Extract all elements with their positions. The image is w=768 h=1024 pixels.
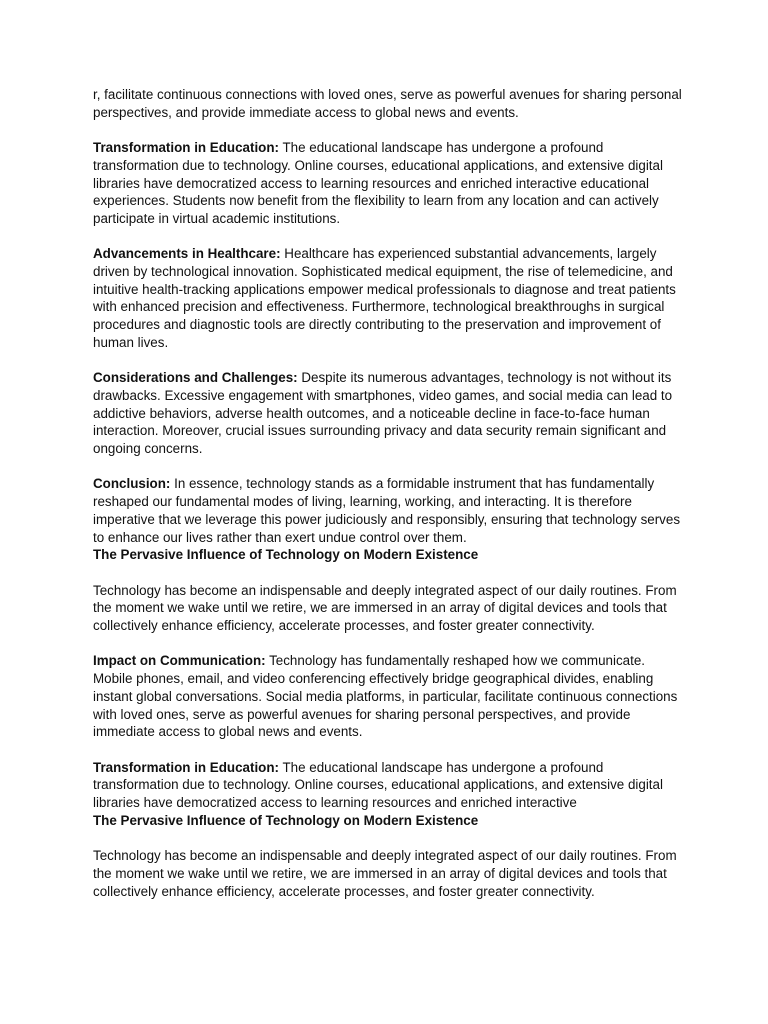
paragraph-education [93,139,685,228]
document-page [93,86,685,900]
paragraph-conclusion [93,475,685,546]
paragraph-text: Healthcare has experienced substantial advancements, largely driven by technological innovation. Sophisticated medical equipment, the rise of telemedicine, and intuitive health-tracking applications empower medical professionals to diagnose and treat patients with enhanced precision and effectiveness. Furthermore, technological breakthroughs in surgical procedures and diagnostic tools are directly contributing to the preservation and improvement of human lives. [93,246,676,350]
document-heading: The Pervasive Influence of Technology on Modern Existence [93,547,479,563]
paragraph-text: Despite its numerous advantages, technology is not without its drawbacks. Excessive engagement with smartphones, video games, and social media can lead to addictive behaviors, adverse health outcomes, and a noticeable decline in face-to-face human interaction. Moreover, crucial issues surrounding privacy and data security remain significant and ongoing concerns. [93,370,673,457]
paragraph-challenges [93,369,685,458]
paragraph-text: The educational landscape has undergone a profound transformation due to technology. Online courses, educational applications, and extensive digital libraries have democratized access to learning resources and enriched interactive [93,759,663,811]
paragraph-text: r, facilitate continuous connections with loved ones, serve as powerful avenues for sharing personal perspectives, and provide immediate access to global news and events. [93,87,682,120]
paragraph-text: Technology has fundamentally reshaped how we communicate. Mobile phones, email, and video conferencing effectively bridge geographical divides, enabling instant global conversations. Social media platforms, in particular, facilitate continuous connections with loved ones, serve as powerful avenues for sharing personal perspectives, and provide immediate access to global news and events. [93,653,678,740]
paragraph-healthcare [93,245,685,351]
paragraph-lead: Impact on Communication: [93,653,266,669]
paragraph-lead: Conclusion: [93,476,171,492]
paragraph-lead: Considerations and Challenges: [93,370,298,386]
paragraph-lead: Transformation in Education: [93,140,279,156]
paragraph-education-partial [93,759,685,812]
paragraph-intro [93,582,685,635]
paragraph-communication [93,652,685,741]
paragraph-text: Technology has become an indispensable and deeply integrated aspect of our daily routines. From the moment we wake until we retire, we are immersed in an array of digital devices and tools that collectively enhance efficiency, accelerate processes, and foster greater connectivity. [93,582,677,634]
document-heading: The Pervasive Influence of Technology on Modern Existence [93,812,479,828]
paragraph-intro [93,847,685,900]
paragraph-communication-continued [93,86,685,121]
paragraph-text: Technology has become an indispensable and deeply integrated aspect of our daily routines. From the moment we wake until we retire, we are immersed in an array of digital devices and tools that collectively enhance efficiency, accelerate processes, and foster greater connectivity. [93,848,677,899]
paragraph-lead: Transformation in Education: [93,759,279,775]
paragraph-text: The educational landscape has undergone a profound transformation due to technology. Online courses, educational applications, and extensive digital libraries have democratized access to learning resources and enriched interactive educational experiences. Students now benefit from the flexibility to learn from any location and can actively participate in virtual academic institutions. [93,140,663,226]
paragraph-lead: Advancements in Healthcare: [93,246,281,262]
paragraph-text: In essence, technology stands as a formidable instrument that has fundamentally reshaped our fundamental modes of living, learning, working, and interacting. It is therefore imperative that we leverage this power judiciously and responsibly, ensuring that technology serves to enhance our lives rather than exert undue control over them. [93,476,681,545]
